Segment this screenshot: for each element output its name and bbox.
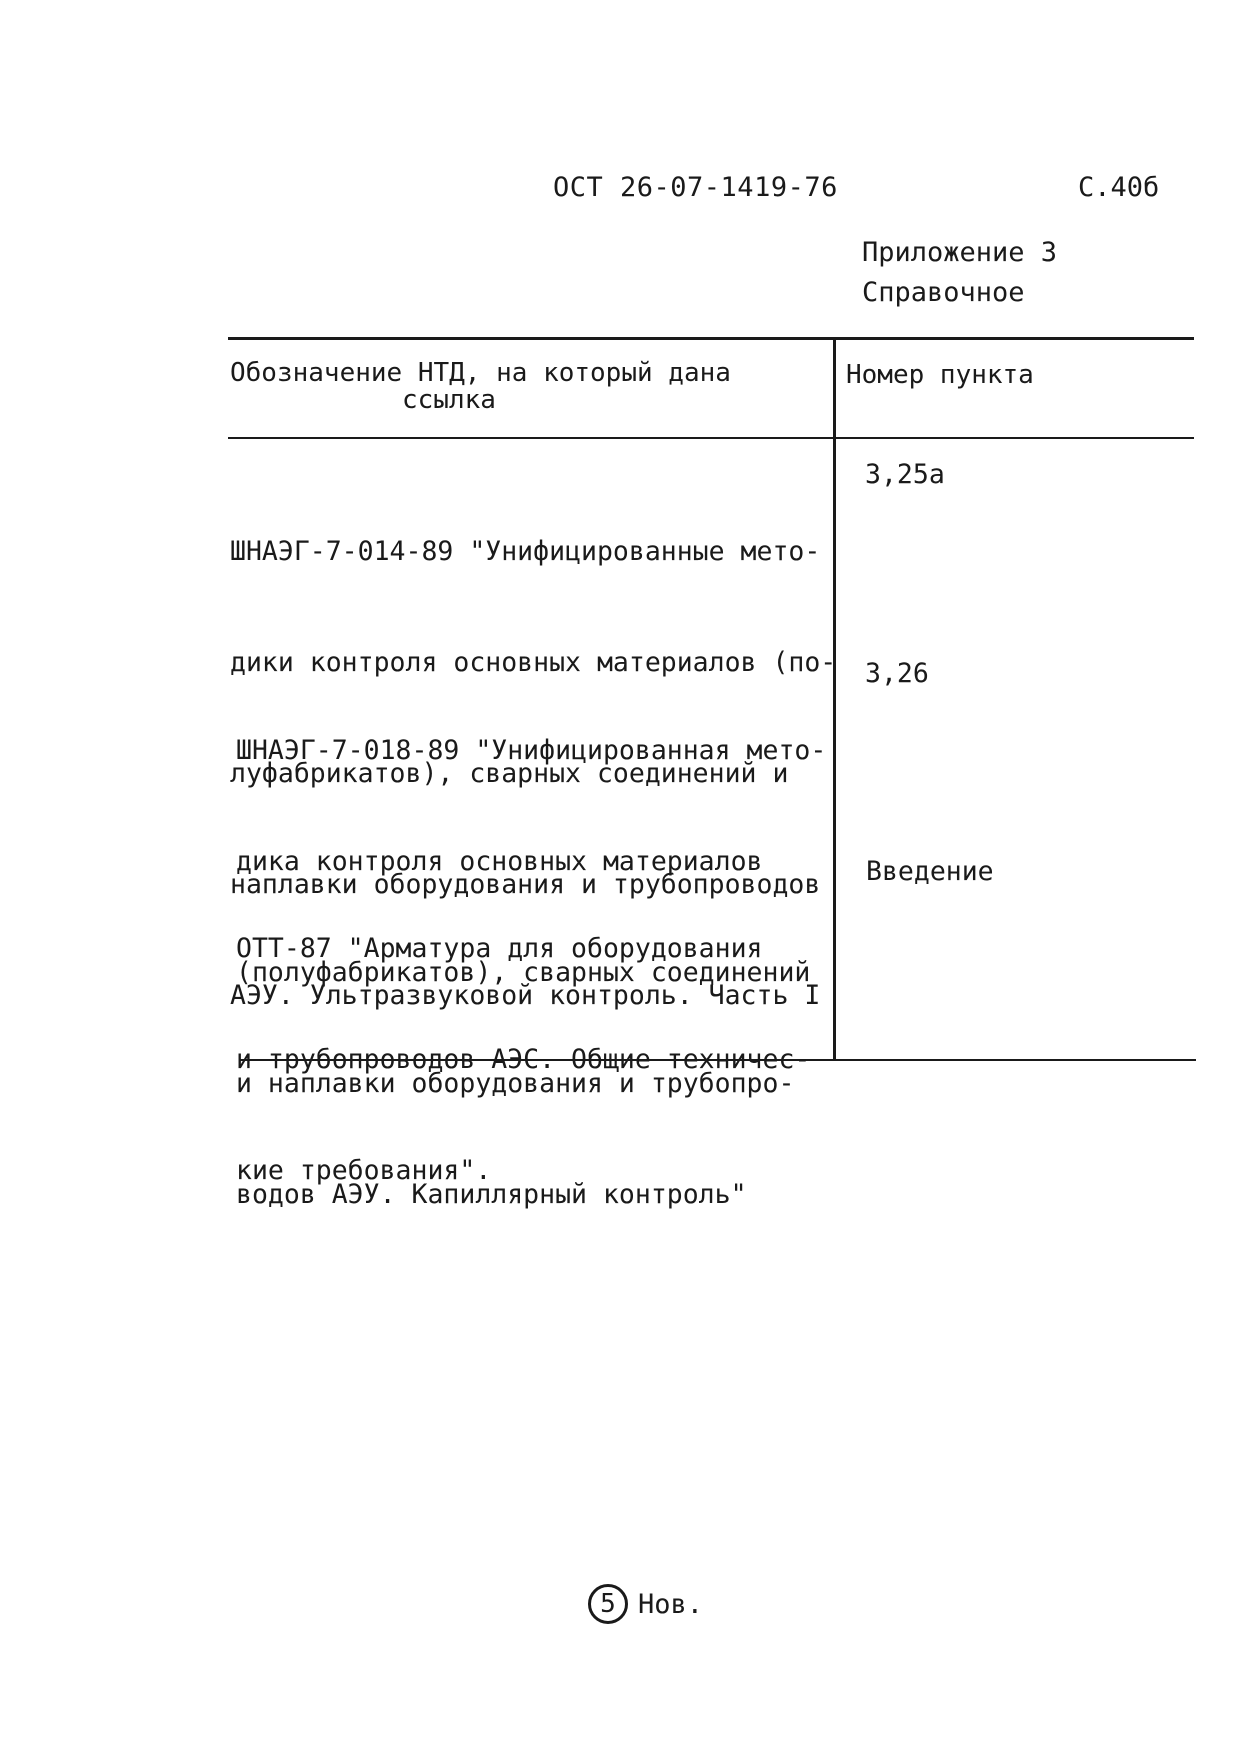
appendix-type: Справочное (862, 277, 1025, 308)
page-number: С.40б (1078, 172, 1160, 203)
reference-line: дики контроля основных материалов (по- (230, 647, 837, 678)
reference-line: ШНАЭГ-7-014-89 "Унифицированные мето- (230, 536, 821, 567)
reference-line: наплавки оборудования и трубопроводов (230, 869, 821, 900)
column-header-clause: Номер пункта (846, 360, 1034, 390)
table-row-reference (236, 856, 810, 1226)
change-number-circle: 5 (588, 1584, 628, 1624)
column-header-reference-line1: Обозначение НТД, на который дана (230, 358, 731, 388)
reference-line: кие требования". (236, 1155, 492, 1186)
change-mark (588, 1584, 703, 1624)
reference-line: луфабрикатов), сварных соединений и (230, 758, 789, 789)
change-label: Нов. (638, 1588, 704, 1620)
document-code: ОСТ 26-07-1419-76 (553, 172, 838, 203)
table-row-clause: 3,26 (865, 658, 929, 689)
reference-line: водов АЭУ. Капиллярный контроль" (236, 1179, 747, 1210)
column-header-reference (230, 360, 731, 414)
reference-line: ОТТ-87 "Арматура для оборудования (236, 933, 763, 964)
reference-line: дика контроля основных материалов (236, 846, 763, 877)
table-row-clause: 3,25а (865, 459, 945, 490)
reference-line: и наплавки оборудования и трубопро- (236, 1068, 795, 1099)
table-row-clause: Введение (866, 856, 994, 887)
reference-line: АЭУ. Ультразвуковой контроль. Часть I (230, 980, 821, 1011)
column-header-reference-line2: ссылка (402, 385, 496, 415)
reference-line: (полуфабрикатов), сварных соединений (236, 957, 811, 988)
table-header-rule (228, 437, 1194, 439)
table-top-rule (228, 337, 1194, 340)
appendix-title: Приложение 3 (862, 237, 1058, 268)
reference-line: ШНАЭГ-7-018-89 "Унифицированная мето- (236, 735, 827, 766)
reference-line: и трубопроводов АЭС. Общие техничес- (236, 1044, 811, 1075)
appendix-heading (862, 233, 1057, 313)
